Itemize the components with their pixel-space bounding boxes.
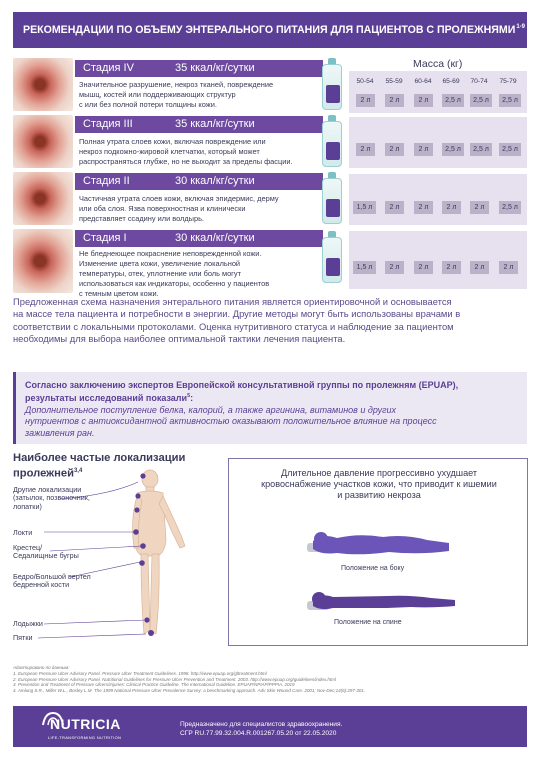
location-label-elbows: Локти [13,528,33,537]
footer-line: СГР RU.77.99.32.004.R.001267.05.20 от 22.05.2020 [180,730,337,737]
expert-body-line: Дополнительное поступление белка, калорий, а также аргинина, витаминов и других [25,405,397,415]
locations-title-line: пролежней [13,467,74,480]
expert-callout [13,372,527,444]
weight-header: 65-69 [442,78,460,85]
volume-cell: 2,5 л [442,143,464,156]
stage-description [79,249,323,299]
mass-title: Масса (кг) [413,58,463,70]
expert-ref: 5 [187,393,191,399]
stage-kcal: 35 ккал/кг/сутки [175,118,255,130]
stage-description [79,80,323,110]
stage-header [75,230,323,247]
wound-photo [13,172,73,225]
reference-item: 4. Amlung S.R., Miller W.L., Bosley L.M. The 1999 National Pressure Ulcer Prevalence Survey: a benchmarking approach. Adv Skin Wound Care. 2001; Nov-Dec;14(6):297-301. [13,688,366,694]
locations-title [13,452,203,481]
volume-cell: 2 л [414,143,433,156]
volume-cell: 2 л [356,94,375,107]
desc-line: распространяться глубже, но не выходит за пределы фасции. [79,157,293,166]
stage-header [75,60,323,77]
desc-line: Частичная утрата слоев кожи, включая эпидермис, дерму [79,194,279,203]
references [13,665,529,694]
back-position-label: Положение на спине [334,619,402,626]
volume-cell: 2 л [385,94,404,107]
nutrition-bottle-icon [321,172,343,224]
stage-kcal: 35 ккал/кг/сутки [175,62,255,74]
stage-header [75,173,323,190]
footer-line: Предназначено для специалистов здравоохранения. [180,721,343,728]
nutrition-bottle-icon [321,115,343,167]
volume-cell: 2,5 л [499,201,521,214]
weight-header: 60-64 [414,78,432,85]
brand-name: NUTRICIA [50,716,121,732]
location-label-hip: Бедро/Большой вертел бедренной кости [13,572,91,590]
recommendation-paragraph [13,296,529,345]
desc-line: с темным цветом кожи. [79,289,159,298]
footer-text [180,720,342,738]
locations-ref: 3,4 [73,468,83,474]
weight-header: 75-79 [499,78,517,85]
stage-name: Стадия III [83,118,133,130]
expert-body-line: нутриентов с антиоксидантной активностью оказывают положительное влияние на процесс [25,416,437,427]
volume-cell: 2 л [385,261,404,274]
volume-cell: 2 л [414,201,433,214]
desc-line: использоваться как индикаторы, особенно у пациентов [79,279,270,288]
expert-title-line: результаты исследований показали [25,393,188,403]
expert-title: Согласно заключению экспертов Европейской консультативной группы по пролежням (EPUAP), результаты исследований показали$^5$: [25,380,517,404]
desc-line: некроз подкожно-жировой клетчатки, который может [79,147,260,156]
volume-cell: 2 л [414,261,433,274]
weight-header: 55-59 [385,78,403,85]
stage-kcal: 30 ккал/кг/сутки [175,232,255,244]
volume-band [349,174,527,225]
volume-cell: 1,5 л [353,201,376,214]
volume-cell: 2,5 л [470,143,492,156]
volume-cell: 2,5 л [442,94,464,107]
locations-title-line: Наиболее частые локализации [13,452,186,464]
wound-photo [13,58,73,111]
volume-cell: 2,5 л [499,143,521,156]
desc-line: или оба слоя. Язва поверхностная и клинически [79,204,246,213]
volume-cell: 2 л [499,261,518,274]
paragraph-line: Предложенная схема назначения энтерального питания является ориентировочной и основывается [13,296,452,307]
volume-cell: 2 л [356,143,375,156]
weight-header: 70-74 [470,78,488,85]
volume-cell: 2 л [442,261,461,274]
stage-row-ii [13,172,527,227]
reference-item: 2. European Pressure Ulcer Advisory Panel. Nutritional Guidelines for Pressure Ulcer Prevention and Treatment. 2003. http://www.epuap.org/guidelines/index.html [13,676,336,682]
desc-line: представляет ссадину или волдырь. [79,214,204,223]
expert-title-line: Согласно заключению экспертов Европейской консультативной группы по пролежням (EPUAP), [25,380,459,390]
volume-band [349,231,527,289]
location-label-ankles: Лодыжки [13,619,43,628]
desc-line: Полная утрата слоев кожи, включая повреждение или [79,137,266,146]
nutrition-bottle-icon [321,231,343,283]
stage-header [75,116,323,133]
paragraph-line: необходимы для выбора наиболее оптимальной тактики лечения пациента. [13,332,346,344]
expert-body-line: заживления ран. [25,427,95,438]
brand-tagline: LIFE-TRANSFORMING NUTRITION [48,735,122,740]
page-header [13,12,527,48]
page-title: РЕКОМЕНДАЦИИ ПО ОБЪЕМУ ЭНТЕРАЛЬНОГО ПИТАНИЯ ДЛЯ ПАЦИЕНТОВ С ПРОЛЕЖНЯМИ [23,24,516,36]
stage-description [79,194,323,224]
volume-cell: 2 л [414,94,433,107]
volume-cell: 2 л [385,201,404,214]
volume-cell: 2 л [442,201,461,214]
weight-header: 50-54 [356,78,374,85]
back-position-figure [301,587,461,617]
paragraph-line: соответствии с локальными протоколами. Оценка нутритивного статуса и наблюдение за пациентом [13,320,454,332]
references-heading: Адаптировано по данным: [13,665,70,670]
side-position-label: Положение на боку [341,565,405,572]
volume-cell: 2 л [470,261,489,274]
stage-name: Стадия II [83,175,130,187]
location-label-other: Другие локализации (затылок, позвоночник, лопатки) [13,485,90,511]
reference-item: 1. European Pressure Ulcer Advisory Panel. Pressure Ulcer Treatment Guidelines. 1998. http://www.epuap.org/gltreatment.html [13,670,267,676]
desc-line: температуры, отек, уплотнение или боль могут [79,269,241,278]
pressure-panel [228,458,528,646]
desc-line: Изменение цвета кожи, увеличение локальной [79,259,241,268]
title-ref: 1-9 [516,24,525,30]
side-position-figure [299,529,459,563]
nutrition-bottle-icon [321,58,343,110]
location-label-sacrum: Крестец/ Седалищные бугры [13,543,79,561]
volume-cell: 2 л [385,143,404,156]
stage-name: Стадия IV [83,62,134,74]
location-label-heels: Пятки [13,633,33,642]
desc-line: с или без полной потери толщины кожи. [79,100,217,109]
paragraph-line: на массе тела пациента и потребности в энергии. Другие методы могут быть использованы врачами в [13,308,461,320]
desc-line: Не бледнеющее покраснение неповрежденной кожи. [79,249,262,258]
desc-line: мышц, костей или поддерживающих структур [79,90,236,99]
stage-description [79,137,323,167]
reference-item: 3. Prevention and Treatment of Pressure Ulcers/Injuries: Clinical Practice Guideline. The International Guideline. EPUAP/NPIAP/PPPIA. 2019 [13,682,295,688]
volume-cell: 2,5 л [470,94,492,107]
volume-cell: 2 л [470,201,489,214]
pressure-text: Длительное давление прогрессивно ухудшает кровоснабжение участков кожи, что приводит к ишемии и развитию некроза [261,468,497,501]
volume-cell: 2,5 л [499,94,521,107]
stage-kcal: 30 ккал/кг/сутки [175,175,255,187]
stage-name: Стадия I [83,232,127,244]
desc-line: Значительное разрушение, некроз тканей, повреждение [79,80,274,89]
expert-body [25,405,517,439]
wound-photo [13,229,73,293]
footer [13,706,527,747]
volume-cell: 1,5 л [353,261,376,274]
wound-photo [13,115,73,168]
